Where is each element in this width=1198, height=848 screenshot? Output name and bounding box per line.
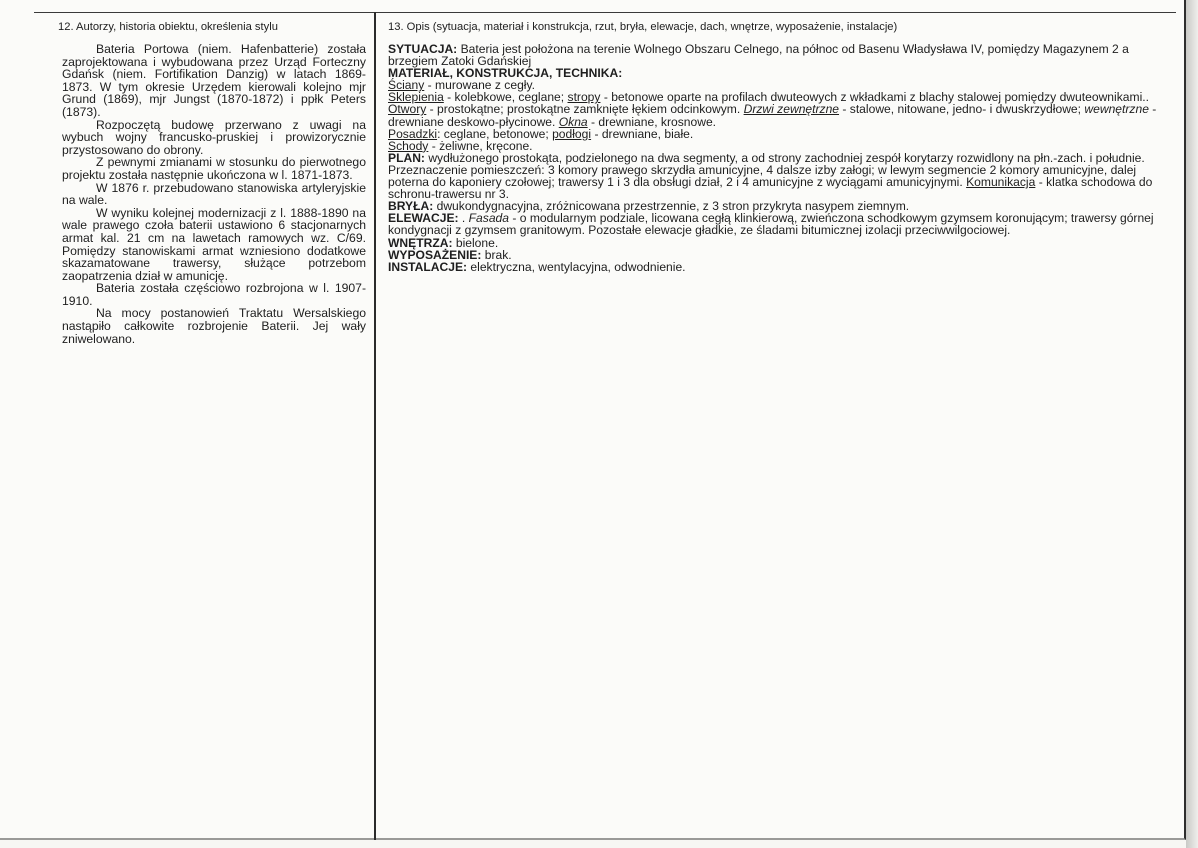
section-material: MATERIAŁ, KONSTRUKCJA, TECHNIKA: (388, 66, 623, 81)
item-sciany: Ściany - murowane z cegły. (388, 78, 535, 93)
section-instalacje: INSTALACJE: elektryczna, wentylacyjna, odwodnienie. (388, 259, 686, 274)
history-paragraph: W wyniku kolejnej modernizacji z l. 1888-1890 na wale prawego czoła baterii ustawiono 6 stacjonarnych armat kal. 21 cm na lawetach ramowych wz. C/69. Pomiędzy stanowiskami armat wzniesiono dodatkowe skazamatowane trawersy, służące potrzebom zaopatrzenia dział w amunicję. (62, 205, 366, 283)
history-paragraph: W 1876 r. przebudowano stanowiska artyleryjskie na wale. (62, 180, 366, 208)
scan-edge (1186, 0, 1198, 848)
item-posadzki: Posadzki: ceglane, betonowe; podłogi - drewniane, białe. (388, 126, 694, 141)
section-wnetrza: WNĘTRZA: bielone. (388, 235, 499, 250)
section-bryla: BRYŁA: dwukondygnacyjna, zróżnicowana przestrzennie, z 3 stron przykryta nasypem ziemnym. (388, 199, 910, 214)
section-wyposazenie: WYPOSAŻENIE: brak. (388, 247, 512, 262)
history-paragraph: Z pewnymi zmianami w stosunku do pierwotnego projektu została następnie ukończona w l. 1871-1873. (62, 155, 366, 182)
history-paragraph: Bateria została częściowo rozbrojona w l. 1907-1910. (62, 281, 366, 308)
description-column (388, 20, 1178, 273)
section-sytuacja: SYTUACJA: Bateria jest położona na terenie Wolnego Obszaru Celnego, na północ od Basenu Władysława IV, pomiędzy Magazynem 2 a brzegiem Zatoki Gdańskiej (388, 42, 1129, 69)
description-heading: 13. Opis (sytuacja, materiał i konstrukcja, rzut, bryła, elewacje, dach, wnętrze, wyposażenie, instalacje) (388, 21, 898, 33)
history-heading: 12. Autorzy, historia obiektu, określenia stylu (58, 21, 278, 33)
column-divider (374, 12, 376, 840)
item-sklepienia: Sklepienia - kolebkowe, ceglane; stropy - betonowe oparte na profilach dwuteowych z wkładkami z blachy stalowej pomiędzy dwuteownikami.. (388, 90, 1149, 105)
section-elewacje: ELEWACJE: . Fasada - o modularnym podziale, licowana cegłą klinkierową, zwieńczona schodkowym gzymsem koronującym; trawersy górnej kondygnacji z gzymsem granitowym. Pozostałe elewacje gładkie, ze śladami bitumicznej izolacji przeciwwilgociowej. (388, 211, 1154, 238)
item-schody: Schody - żeliwne, kręcone. (388, 138, 533, 153)
history-paragraph: Rozpoczętą budowę przerwano z uwagi na wybuch wojny francusko-pruskiej i prowizorycznie przystosowano do obrony. (62, 117, 366, 157)
item-otwory: Otwory - prostokątne; prostokątne zamknięte łękiem odcinkowym. Drzwi zewnętrzne - stalowe, nitowane, jedno- i dwuskrzydłowe; wewnętrzne - drewniane deskowo-płycinowe. Okna - drewniane, krosnowe. (388, 102, 1157, 129)
history-paragraph: Na mocy postanowień Traktatu Wersalskiego nastąpiło całkowite rozbrojenie Baterii. Jej wały zniwelowano. (62, 306, 366, 346)
top-rule (34, 12, 1176, 13)
history-paragraph: Bateria Portowa (niem. Hafenbatterie) została zaprojektowana i wybudowana przez Urząd Forteczny Gdańsk (niem. Fortifikation Danzig) w latach 1869-1873. W tym okresie Urzędem kierowali kolejno mjr Grund (1869), mjr Jungst (1870-1872) i ppłk Peters (1873). (62, 42, 366, 119)
history-column (58, 20, 372, 346)
section-plan: PLAN: wydłużonego prostokąta, podzielonego na dwa segmenty, a od strony zachodniej zespół korytarzy rozwidlony na płn.-zach. i południe. Przeznaczenie pomieszczeń: 3 komory prawego skrzydła amunicyjne, 4 dalsze izby załogi; w lewym segmencie 2 komory amunicyjne, dalej poterna do kaponiery czołowej; trawersy 1 i 3 dla obsługi dział, 2 i 4 amunicyjne z wyciągami amunicyjnymi. Komunikacja - klatka schodowa do schronu-trawersu nr 3. (388, 150, 1153, 202)
